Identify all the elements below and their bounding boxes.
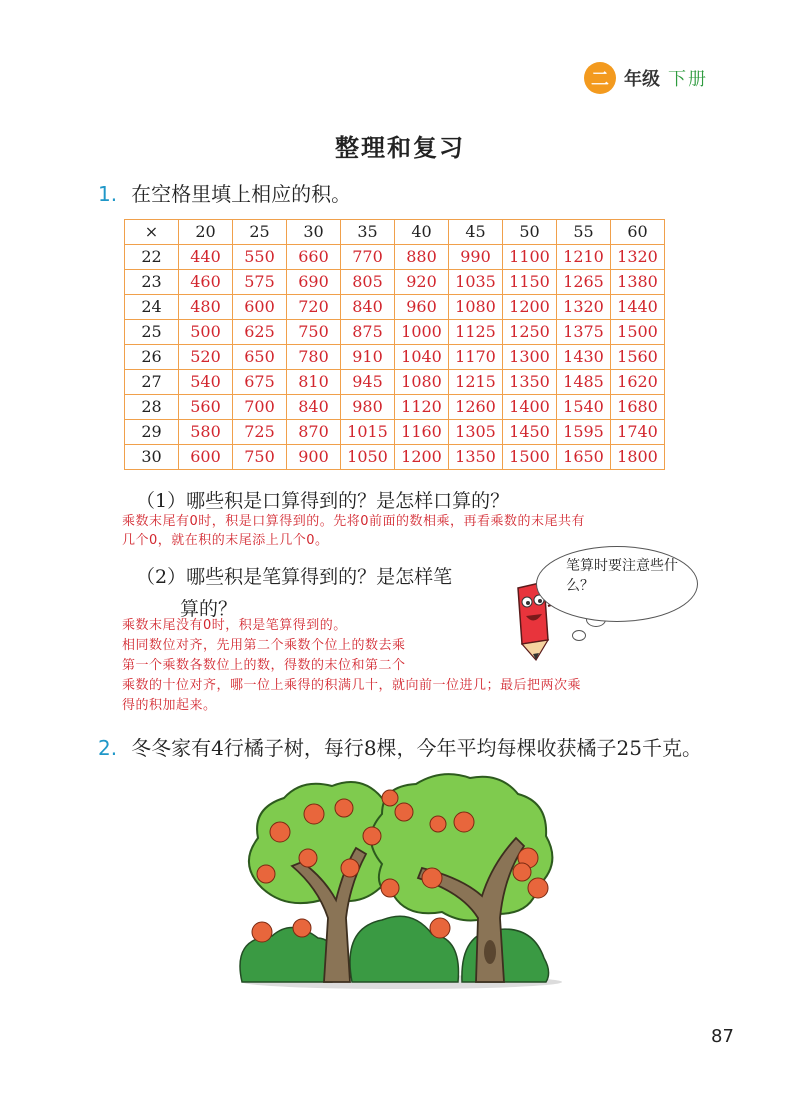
product-cell: 1080 — [395, 370, 449, 395]
product-cell: 1740 — [611, 420, 665, 445]
product-cell: 770 — [341, 245, 395, 270]
product-cell: 1595 — [557, 420, 611, 445]
product-cell: 1170 — [449, 345, 503, 370]
table-corner: × — [125, 220, 179, 245]
product-cell: 1125 — [449, 320, 503, 345]
product-cell: 1015 — [341, 420, 395, 445]
product-cell: 1200 — [395, 445, 449, 470]
table-row — [125, 270, 665, 295]
row-header: 27 — [125, 370, 179, 395]
product-cell: 700 — [233, 395, 287, 420]
product-cell: 840 — [341, 295, 395, 320]
product-cell: 625 — [233, 320, 287, 345]
product-cell: 540 — [179, 370, 233, 395]
row-header: 22 — [125, 245, 179, 270]
product-cell: 1800 — [611, 445, 665, 470]
product-cell: 1160 — [395, 420, 449, 445]
row-header: 25 — [125, 320, 179, 345]
product-cell: 690 — [287, 270, 341, 295]
product-cell: 875 — [341, 320, 395, 345]
column-header: 45 — [449, 220, 503, 245]
page-number: 87 — [711, 1026, 734, 1047]
product-cell: 650 — [233, 345, 287, 370]
product-cell: 1380 — [611, 270, 665, 295]
product-cell: 910 — [341, 345, 395, 370]
product-cell: 960 — [395, 295, 449, 320]
product-cell: 805 — [341, 270, 395, 295]
column-header: 20 — [179, 220, 233, 245]
product-cell: 720 — [287, 295, 341, 320]
product-cell: 460 — [179, 270, 233, 295]
product-cell: 1050 — [341, 445, 395, 470]
product-cell: 550 — [233, 245, 287, 270]
table-row — [125, 420, 665, 445]
product-cell: 600 — [233, 295, 287, 320]
product-cell: 750 — [287, 320, 341, 345]
column-header: 55 — [557, 220, 611, 245]
product-cell: 500 — [179, 320, 233, 345]
product-cell: 440 — [179, 245, 233, 270]
product-cell: 1540 — [557, 395, 611, 420]
answer-2-line-4: 乘数的十位对齐，哪一位上乘得的积满几十，就向前一位进几；最后把两次乘 — [122, 678, 582, 693]
row-header: 29 — [125, 420, 179, 445]
product-cell: 1215 — [449, 370, 503, 395]
column-header: 30 — [287, 220, 341, 245]
product-cell: 1080 — [449, 295, 503, 320]
question-1-text: 在空格里填上相应的积。 — [131, 182, 352, 206]
product-cell: 575 — [233, 270, 287, 295]
product-cell: 1650 — [557, 445, 611, 470]
product-cell: 1120 — [395, 395, 449, 420]
sub-question-2-line-2: 算的？ — [180, 598, 238, 620]
product-cell: 1260 — [449, 395, 503, 420]
product-cell: 945 — [341, 370, 395, 395]
product-cell: 1680 — [611, 395, 665, 420]
sub-question-2-line-1: （2）哪些积是笔算得到的？是怎样笔 — [136, 566, 453, 588]
grade-header — [584, 62, 708, 94]
product-cell: 900 — [287, 445, 341, 470]
row-header: 30 — [125, 445, 179, 470]
product-cell: 1430 — [557, 345, 611, 370]
question-1-number: 1. — [98, 182, 118, 206]
question-2-number: 2. — [98, 736, 118, 760]
multiplication-table — [124, 219, 665, 470]
column-header: 50 — [503, 220, 557, 245]
row-header: 26 — [125, 345, 179, 370]
answer-2-line-5: 得的积加起来。 — [122, 698, 217, 713]
product-cell: 1035 — [449, 270, 503, 295]
thought-bubble-text: 笔算时要注意些什么？ — [566, 558, 678, 594]
answer-2-line-1: 乘数末尾没有0时，积是笔算得到的。 — [122, 618, 347, 633]
question-1 — [98, 178, 351, 207]
table-row — [125, 295, 665, 320]
product-cell: 520 — [179, 345, 233, 370]
product-cell: 1485 — [557, 370, 611, 395]
product-cell: 1440 — [611, 295, 665, 320]
product-cell: 1620 — [611, 370, 665, 395]
answer-2-line-2: 相同数位对齐，先用第二个乘数个位上的数去乘 — [122, 638, 406, 653]
table-row — [125, 395, 665, 420]
product-cell: 560 — [179, 395, 233, 420]
product-cell: 1265 — [557, 270, 611, 295]
grade-label: 年级 — [624, 69, 660, 90]
product-cell: 870 — [287, 420, 341, 445]
product-cell: 1210 — [557, 245, 611, 270]
product-cell: 660 — [287, 245, 341, 270]
volume-label: 下册 — [668, 69, 708, 90]
table-row — [125, 445, 665, 470]
row-header: 28 — [125, 395, 179, 420]
product-cell: 980 — [341, 395, 395, 420]
product-cell: 840 — [287, 395, 341, 420]
column-header: 40 — [395, 220, 449, 245]
product-cell: 600 — [179, 445, 233, 470]
answer-2-line-3: 第一个乘数各数位上的数，得数的末位和第二个 — [122, 658, 406, 673]
product-cell: 750 — [233, 445, 287, 470]
product-cell: 1350 — [503, 370, 557, 395]
table-header-row — [125, 220, 665, 245]
answer-1-line-2: 几个0，就在积的末尾添上几个0。 — [122, 533, 329, 548]
product-cell: 1400 — [503, 395, 557, 420]
product-cell: 1500 — [503, 445, 557, 470]
product-cell: 1200 — [503, 295, 557, 320]
product-cell: 1150 — [503, 270, 557, 295]
product-cell: 810 — [287, 370, 341, 395]
product-cell: 990 — [449, 245, 503, 270]
column-header: 25 — [233, 220, 287, 245]
product-cell: 780 — [287, 345, 341, 370]
product-cell: 1320 — [557, 295, 611, 320]
product-cell: 1040 — [395, 345, 449, 370]
product-cell: 480 — [179, 295, 233, 320]
grade-numeral-badge: 二 — [584, 62, 616, 94]
product-cell: 1350 — [449, 445, 503, 470]
product-cell: 880 — [395, 245, 449, 270]
product-cell: 675 — [233, 370, 287, 395]
product-cell: 920 — [395, 270, 449, 295]
column-header: 35 — [341, 220, 395, 245]
table-row — [125, 245, 665, 270]
product-cell: 1560 — [611, 345, 665, 370]
row-header: 24 — [125, 295, 179, 320]
product-cell: 1300 — [503, 345, 557, 370]
product-cell: 580 — [179, 420, 233, 445]
product-cell: 1375 — [557, 320, 611, 345]
page-title: 整理和复习 — [335, 134, 465, 162]
sub-question-1: （1）哪些积是口算得到的？是怎样口算的？ — [136, 490, 510, 512]
product-cell: 725 — [233, 420, 287, 445]
table-row — [125, 320, 665, 345]
table-row — [125, 370, 665, 395]
thought-puff — [572, 630, 586, 641]
product-cell: 1320 — [611, 245, 665, 270]
product-cell: 1305 — [449, 420, 503, 445]
product-cell: 1500 — [611, 320, 665, 345]
product-cell: 1250 — [503, 320, 557, 345]
table-row — [125, 345, 665, 370]
answer-1-line-1: 乘数末尾有0时，积是口算得到的。先将0前面的数相乘，再看乘数的末尾共有 — [122, 514, 586, 529]
column-header: 60 — [611, 220, 665, 245]
row-header: 23 — [125, 270, 179, 295]
question-2 — [98, 732, 702, 761]
product-cell: 1450 — [503, 420, 557, 445]
product-cell: 1100 — [503, 245, 557, 270]
product-cell: 1000 — [395, 320, 449, 345]
question-2-text: 冬冬家有4行橘子树，每行8棵，今年平均每棵收获橘子25千克。 — [131, 736, 702, 760]
orange-trees-illustration — [232, 768, 572, 990]
